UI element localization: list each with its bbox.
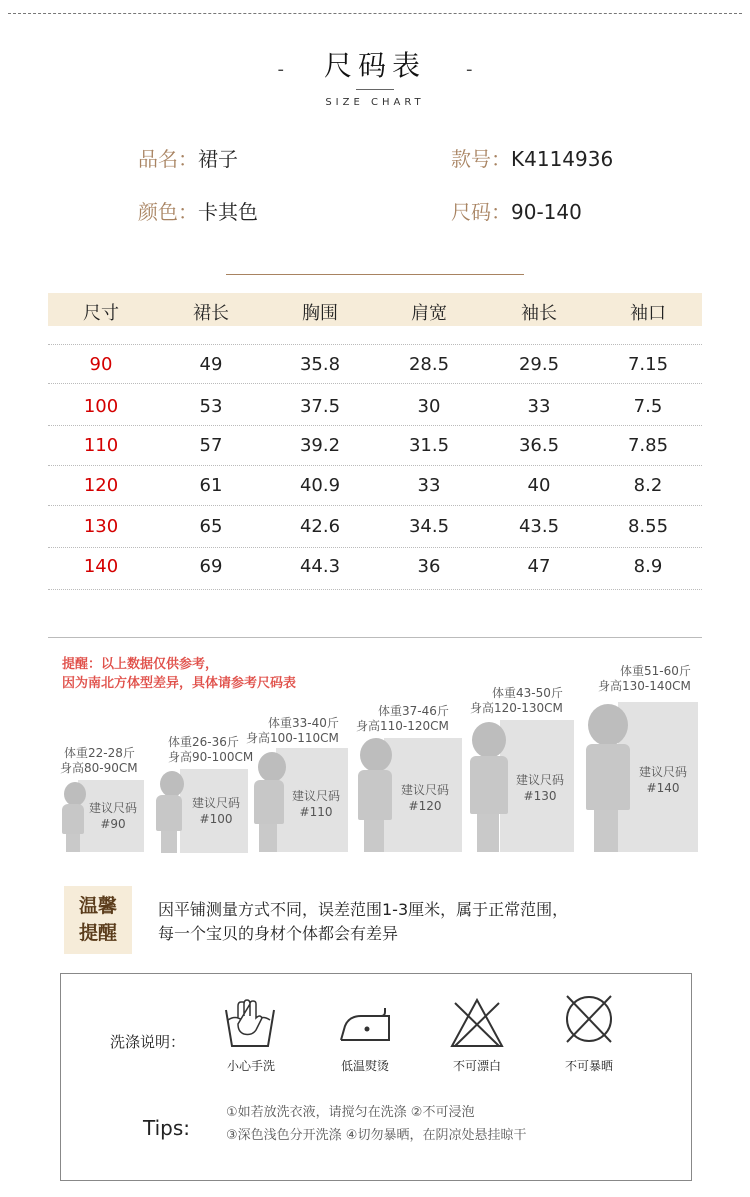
- kid-recommendation: [392, 782, 458, 814]
- row-divider: [48, 425, 702, 426]
- header-shoulder: 肩宽: [411, 303, 447, 324]
- kid-rec-size: #90: [100, 817, 126, 831]
- header-chest: 胸围: [302, 303, 338, 324]
- kid-height: 身高80-90CM: [60, 761, 138, 775]
- kid-rec-size: #140: [646, 781, 680, 795]
- table-cell: 7.15: [627, 354, 669, 375]
- header-length: 裙长: [193, 303, 229, 324]
- title-text: 尺码表: [323, 49, 426, 82]
- page-subtitle: SIZE CHART: [325, 97, 425, 108]
- reminder-label: [64, 893, 132, 947]
- product-name-value: 裙子: [198, 147, 238, 171]
- product-size-row: [451, 196, 582, 225]
- product-name-row: [138, 143, 238, 172]
- product-size-label: 尺码：: [451, 200, 511, 224]
- kid-silhouette-head: [360, 738, 392, 772]
- product-code-label: 款号：: [451, 147, 511, 171]
- kid-silhouette-head: [258, 752, 286, 782]
- product-color-label: 颜色：: [138, 200, 198, 224]
- kid-silhouette-body: [254, 780, 284, 824]
- hand-wash-icon: [222, 998, 278, 1050]
- table-cell: 8.9: [633, 556, 663, 577]
- table-cell: 33: [527, 396, 551, 417]
- product-color-row: [138, 196, 258, 225]
- tips-text: [226, 1101, 526, 1147]
- kid-silhouette-legs: [594, 810, 618, 852]
- table-cell: 40.9: [299, 475, 341, 496]
- low-iron-icon: [337, 1000, 393, 1052]
- kid-height: 身高90-100CM: [168, 750, 254, 764]
- kid-silhouette-body: [156, 795, 182, 831]
- kid-height: 身高130-140CM: [598, 679, 691, 693]
- kid-rec-size: #110: [299, 805, 333, 819]
- info-divider: [226, 274, 524, 275]
- table-cell: 43.5: [518, 516, 560, 537]
- reminder-text: [158, 898, 568, 946]
- kid-height: 身高120-130CM: [470, 701, 563, 715]
- kid-recommendation: [284, 788, 348, 820]
- kid-silhouette-legs: [477, 814, 499, 852]
- row-divider: [48, 589, 702, 590]
- table-cell: 33: [417, 475, 441, 496]
- table-cell-size: 110: [83, 435, 119, 456]
- kid-size-110: [246, 712, 354, 856]
- table-cell: 61: [199, 475, 223, 496]
- table-cell-size: 100: [83, 396, 119, 417]
- table-cell: 47: [527, 556, 551, 577]
- kid-size-90: [58, 742, 148, 857]
- page-title: [0, 44, 750, 84]
- no-tumble-dry-caption: 不可暴晒: [564, 1059, 613, 1073]
- table-cell: 28.5: [408, 354, 450, 375]
- table-cell: 8.2: [633, 475, 663, 496]
- kid-recommendation: [184, 795, 248, 827]
- kid-rec-label: 建议尺码: [515, 773, 564, 787]
- table-cell-size: 120: [83, 475, 119, 496]
- product-color-value: 卡其色: [198, 200, 258, 224]
- kid-silhouette-head: [472, 722, 506, 758]
- kid-rec-label: 建议尺码: [88, 801, 137, 815]
- section-divider: [48, 637, 702, 638]
- kid-weight: 体重37-46斤: [378, 704, 449, 718]
- table-cell: 35.8: [299, 354, 341, 375]
- table-cell: 39.2: [299, 435, 341, 456]
- kid-silhouette-body: [62, 804, 84, 834]
- tips-line-2: ③深色浅色分开洗涤 ④切勿暴晒，在阴凉处悬挂晾干: [226, 1128, 527, 1143]
- header-size: 尺寸: [83, 303, 119, 324]
- kid-silhouette-legs: [66, 834, 80, 852]
- tips-label: Tips:: [143, 1116, 191, 1140]
- reminder-label-line-2: 提醒: [78, 922, 117, 944]
- table-cell: 49: [199, 354, 223, 375]
- kid-rec-label: 建议尺码: [638, 765, 687, 779]
- reminder-label-line-1: 温馨: [78, 895, 117, 917]
- reminder-text-line-2: 每一个宝贝的身材个体都会有差异: [158, 924, 399, 943]
- row-divider: [48, 344, 702, 345]
- table-cell: 40: [527, 475, 551, 496]
- row-divider: [48, 383, 702, 384]
- table-cell: 44.3: [299, 556, 341, 577]
- table-cell-size: 130: [83, 516, 119, 537]
- kid-weight: 体重22-28斤: [64, 746, 135, 760]
- top-dashed-divider: [8, 13, 742, 14]
- table-cell: 53: [199, 396, 223, 417]
- reference-note: [62, 655, 296, 693]
- kid-silhouette-legs: [259, 824, 277, 852]
- table-cell: 36: [417, 556, 441, 577]
- kid-weight: 体重51-60斤: [620, 664, 691, 678]
- header-cuff: 袖口: [630, 303, 666, 324]
- title-dash-right: -: [466, 59, 473, 80]
- kid-size-130: [470, 684, 580, 856]
- kid-recommendation: [508, 772, 572, 804]
- kid-weight: 体重33-40斤: [268, 716, 339, 730]
- kid-silhouette-legs: [161, 831, 177, 853]
- kid-rec-size: #100: [199, 812, 233, 826]
- kid-rec-label: 建议尺码: [291, 789, 340, 803]
- kid-recommendation: [630, 764, 696, 796]
- kid-rec-size: #120: [408, 799, 442, 813]
- table-cell: 65: [199, 516, 223, 537]
- kid-silhouette-legs: [364, 820, 384, 852]
- table-cell: 36.5: [518, 435, 560, 456]
- kid-silhouette-body: [358, 770, 392, 820]
- no-bleach-icon: [449, 997, 505, 1049]
- table-cell: 42.6: [299, 516, 341, 537]
- table-cell: 31.5: [408, 435, 450, 456]
- no-tumble-dry-icon: [561, 992, 617, 1044]
- row-divider: [48, 547, 702, 548]
- kid-rec-label: 建议尺码: [191, 796, 240, 810]
- tips-line-1: ①如若放洗衣液，请搅匀在洗涤 ②不可浸泡: [226, 1105, 475, 1120]
- table-cell: 37.5: [299, 396, 341, 417]
- table-cell-size: 90: [89, 354, 113, 375]
- table-cell: 7.5: [633, 396, 663, 417]
- wash-label: 洗涤说明：: [110, 1033, 186, 1051]
- kid-silhouette-head: [160, 771, 184, 797]
- low-iron-caption: 低温熨烫: [340, 1059, 389, 1073]
- kid-weight: 体重26-36斤: [168, 735, 239, 749]
- kid-recommendation: [82, 800, 144, 832]
- kid-rec-label: 建议尺码: [400, 783, 449, 797]
- product-code-row: [451, 143, 613, 172]
- header-sleeve: 袖长: [521, 303, 557, 324]
- hand-wash-caption: 小心手洗: [226, 1059, 275, 1073]
- kid-height: 身高100-110CM: [246, 731, 339, 745]
- kid-height: 身高110-120CM: [356, 719, 449, 733]
- kid-silhouette-body: [586, 744, 630, 810]
- row-divider: [48, 465, 702, 466]
- kid-silhouette-body: [470, 756, 508, 814]
- product-size-value: 90-140: [511, 200, 582, 224]
- reminder-text-line-1: 因平铺测量方式不同，误差范围1-3厘米，属于正常范围，: [158, 900, 569, 919]
- product-code-value: K4114936: [511, 147, 614, 171]
- kid-weight: 体重43-50斤: [492, 686, 563, 700]
- kid-silhouette-head: [588, 704, 628, 746]
- product-name-label: 品名：: [138, 147, 198, 171]
- table-cell: 8.55: [627, 516, 669, 537]
- kid-rec-size: #130: [523, 789, 557, 803]
- kid-size-120: [356, 702, 464, 856]
- table-cell: 57: [199, 435, 223, 456]
- table-cell: 69: [199, 556, 223, 577]
- table-cell-size: 140: [83, 556, 119, 577]
- no-bleach-caption: 不可漂白: [452, 1059, 501, 1073]
- note-line-1: 提醒：以上数据仅供参考，: [62, 657, 219, 672]
- note-line-2: 因为南北方体型差异，具体请参考尺码表: [62, 676, 297, 691]
- table-cell: 30: [417, 396, 441, 417]
- table-cell: 29.5: [518, 354, 560, 375]
- kid-size-100: [154, 731, 254, 857]
- kid-size-140: [584, 662, 704, 856]
- table-cell: 7.85: [627, 435, 669, 456]
- title-dash-left: -: [277, 59, 284, 80]
- table-cell: 34.5: [408, 516, 450, 537]
- row-divider: [48, 505, 702, 506]
- subtitle-bar: [356, 89, 394, 90]
